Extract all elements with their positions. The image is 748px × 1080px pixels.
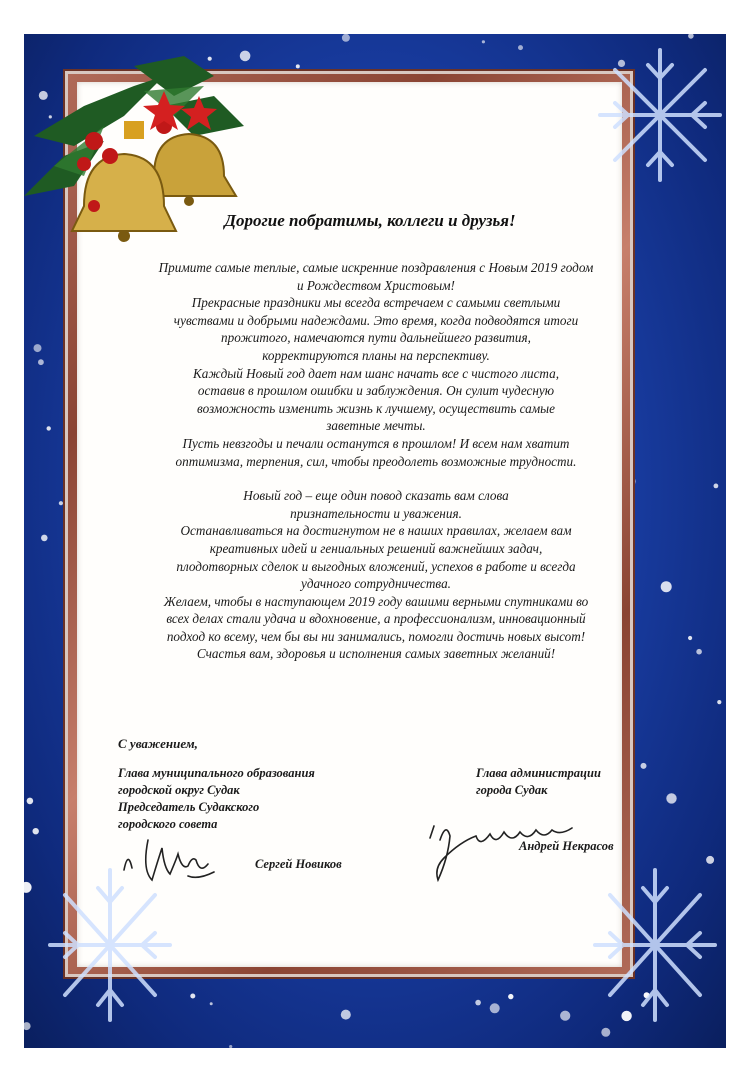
right-signatory-name: Андрей Некрасов [519,839,614,853]
body-line: признательности и уважения. [290,505,462,521]
left-signatory-name: Сергей Новиков [255,857,342,871]
snow-dot [490,1003,500,1013]
snowflake-icon [585,860,725,1030]
body-line: Каждый Новый год дает нам шанс начать все с чистого листа, [192,365,560,381]
body-line: чувствами и добрыми надеждами. Это время, когда подводятся итоги [173,312,579,328]
snow-dot [27,798,34,805]
body-line: Пусть невзгоды и печали останутся в прошлом! И всем нам хватит [182,435,570,451]
snow-dot [688,34,694,39]
paragraph-gap [108,470,644,487]
snow-dot [714,484,719,489]
closing-regards: С уважением, [118,736,198,751]
snow-dot [229,1045,232,1048]
title-line: городского совета [118,817,218,831]
snow-dot [696,649,702,655]
signature-icon [118,830,228,890]
snow-dot [342,34,350,42]
snow-dot [688,636,692,640]
body-line: Желаем, чтобы в наступающем 2019 году вашими верными спутниками во [163,593,589,609]
body-line: плодотворных сделок и выгодных вложений, успехов в работе и всегда [176,558,576,574]
body-line: оптимизма, терпения, сил, чтобы преодолеть возможные трудности. [175,453,577,469]
body-line: и Рождеством Христовым! [297,277,455,293]
snow-dot [24,882,32,893]
body-line: заветные мечты. [326,418,426,434]
left-signatory-title [118,765,315,833]
snow-dot [24,1022,31,1030]
letter-body [108,259,644,663]
body-line: Счастья вам, здоровья и исполнения самых заветных желаний! [196,646,556,662]
title-line: Председатель Судакского [118,800,260,814]
body-line: Прекрасные праздники мы всегда встречаем с самыми светлыми [191,295,561,311]
snow-dot [341,1010,351,1020]
snow-dot [717,700,721,704]
title-line: городской округ Судак [118,783,240,797]
body-line: подход ко всему, чем бы вы ни занимались, помогли достичь новых высот! [166,628,586,644]
snow-dot [560,1011,570,1021]
body-line: удачного сотрудничества. [301,576,451,592]
snow-dot [666,793,676,803]
snow-dot [296,64,300,68]
title-line: города Судак [476,783,548,797]
snow-dot [190,994,195,999]
title-line: Глава муниципального образования [118,766,315,780]
body-line: корректируются планы на перспективу. [262,347,490,363]
letter-title: Дорогие побратимы, коллеги и друзья! [224,211,516,230]
snow-dot [482,40,485,43]
snow-dot [38,359,44,365]
snow-dot [641,763,647,769]
snow-dot [661,581,672,592]
snow-dot [508,994,513,999]
body-line: возможность изменить жизнь к лучшему, осуществить самые [197,400,555,416]
body-line: Останавливаться на достигнутом не в наших правилах, желаем вам [180,523,572,539]
snow-dot [34,344,42,352]
snow-dot [475,1000,481,1006]
snow-dot [33,828,39,834]
body-line: прожитого, намечаются пути дальнейшего развития, [221,330,531,346]
snow-dot [210,1002,213,1005]
snow-dot [47,426,51,430]
body-line: Примите самые теплые, самые искренние поздравления с Новым 2019 годом [158,260,594,275]
title-line: Глава администрации [476,766,601,780]
snow-dot [59,501,63,505]
right-signatory-title [476,765,601,799]
snow-dot [41,535,48,542]
body-line: Новый год – еще один повод сказать вам слова [243,488,509,504]
body-line: креативных идей и гениальных решений важнейших задач, [209,540,543,556]
body-line: оставив в прошлом ошибки и заблуждения. Он сулит чудесную [197,383,555,399]
snow-dot [518,45,523,50]
snowflake-icon [590,40,730,190]
body-line: всех делах стали удача и вдохновение, а профессионализм, инновационный [166,611,586,627]
